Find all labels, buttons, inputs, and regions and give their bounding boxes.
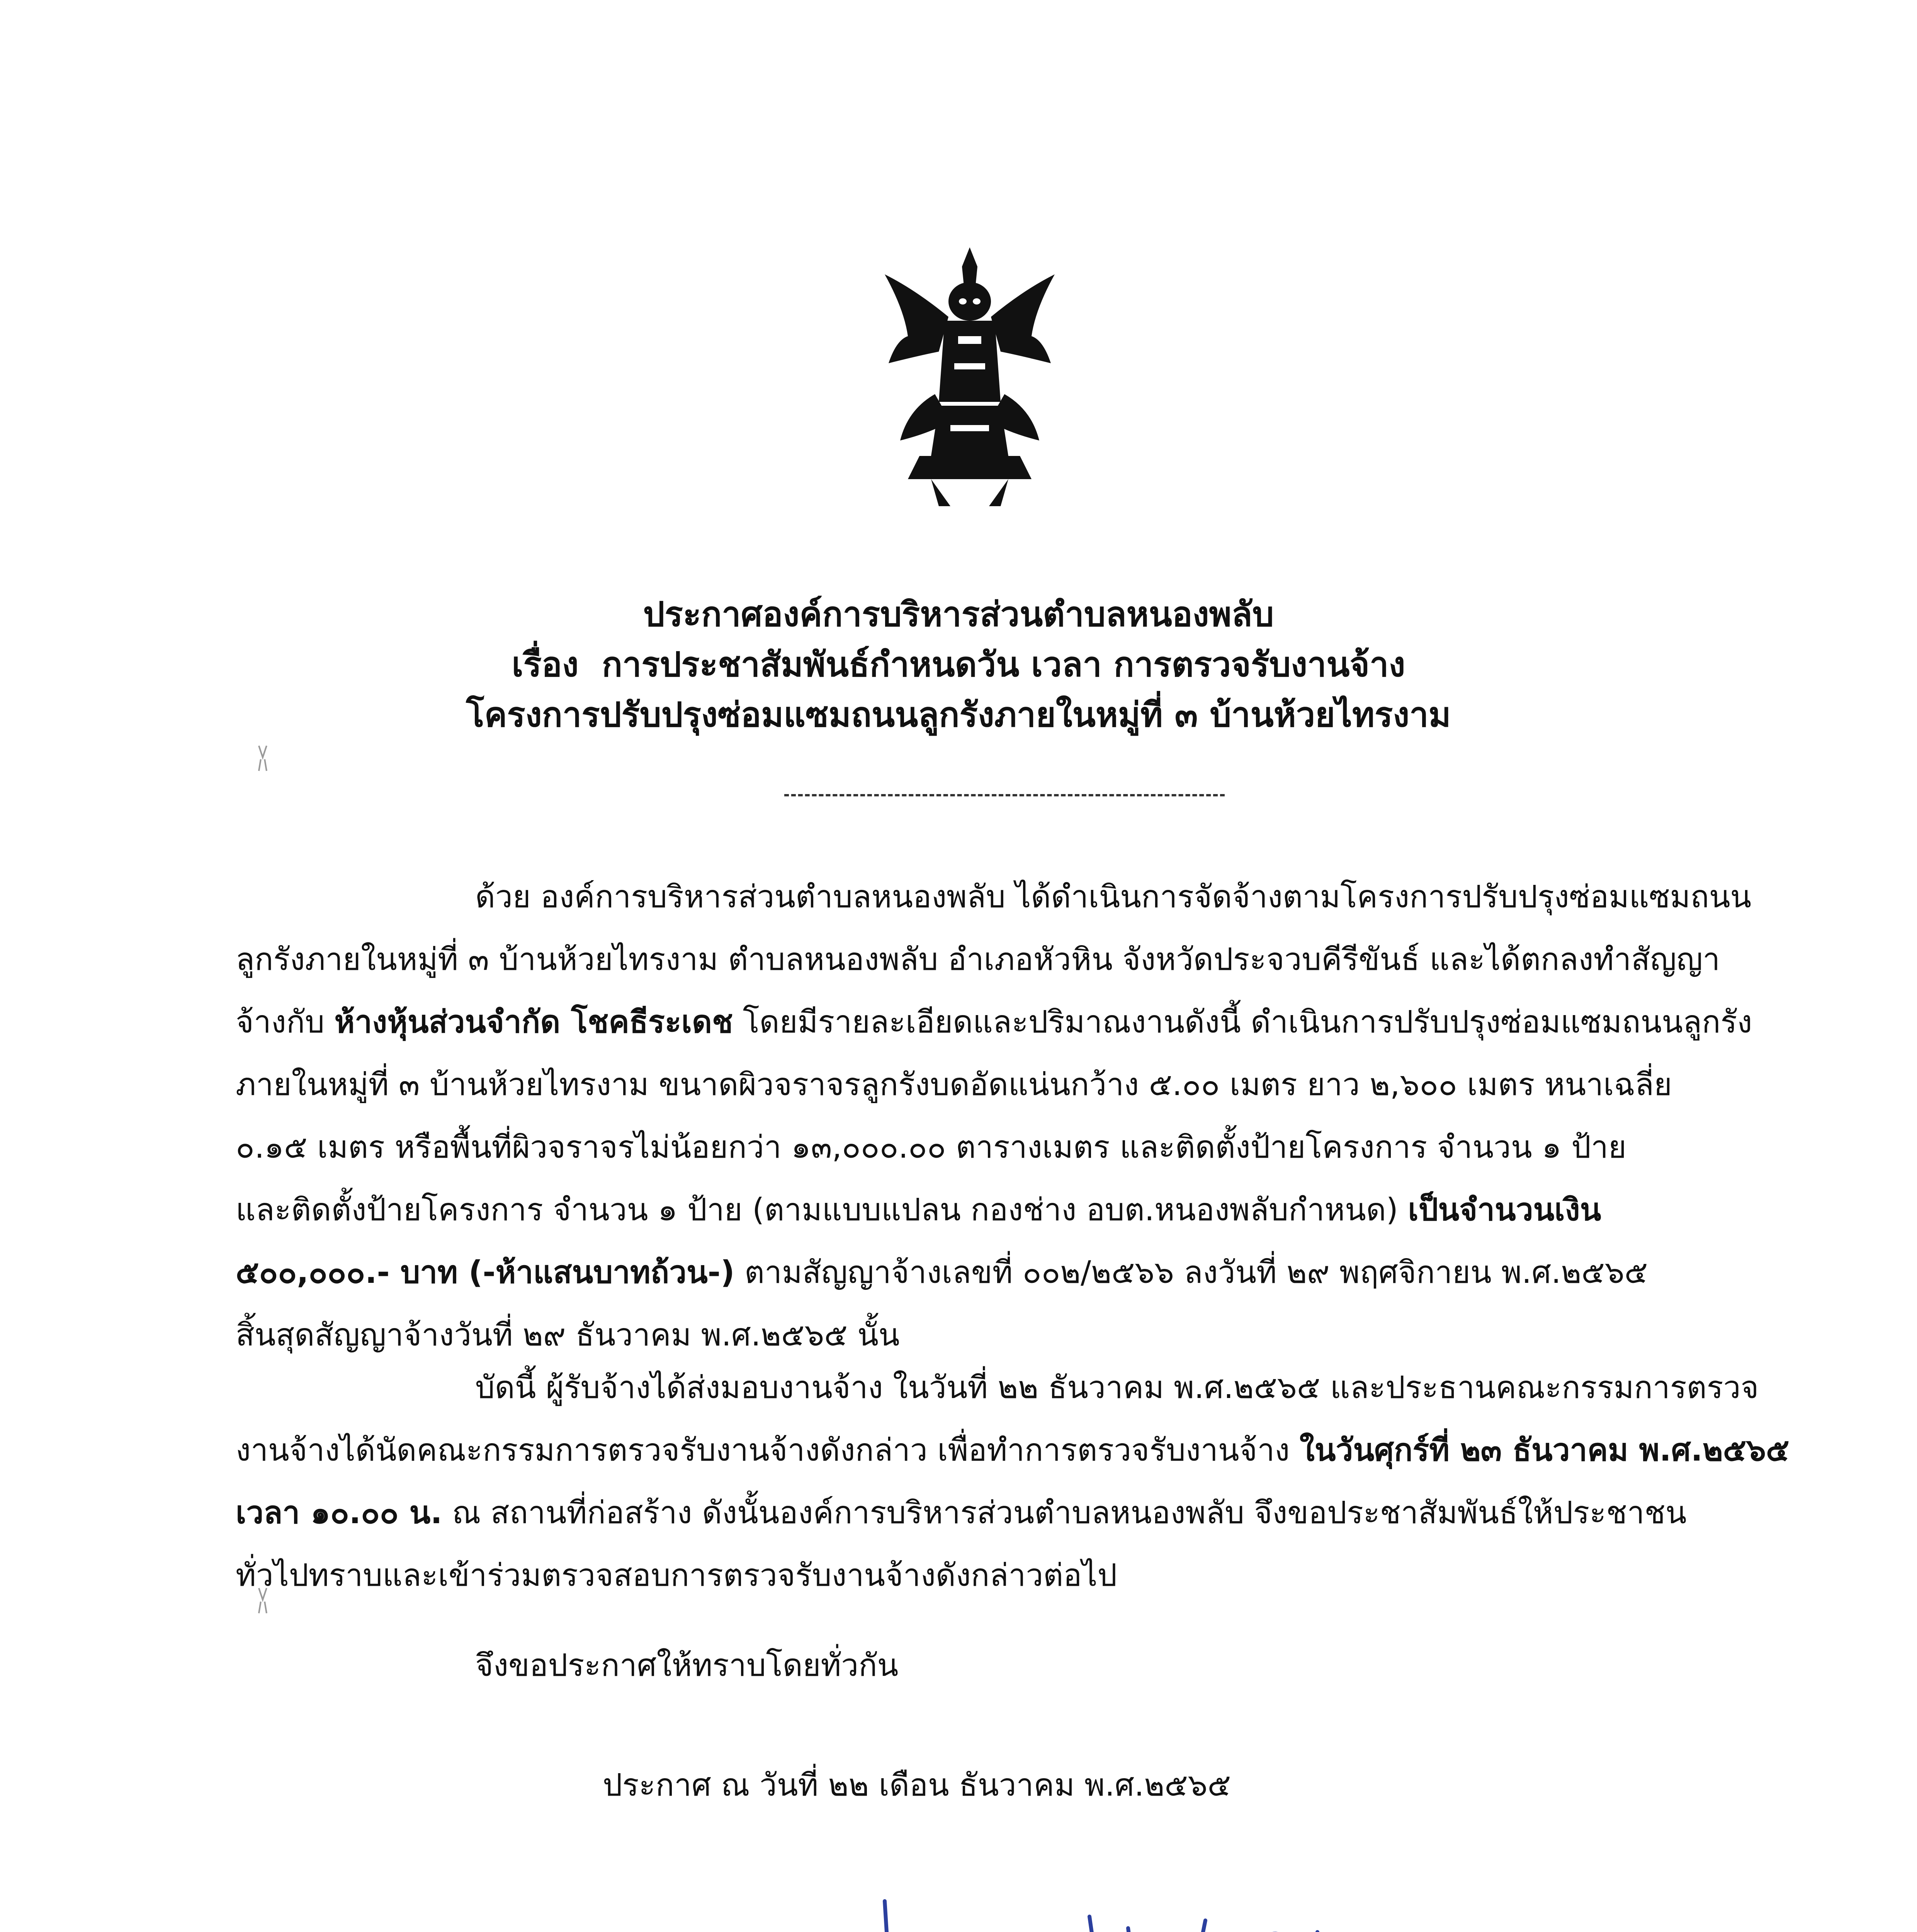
subject-text: การประชาสัมพันธ์กำหนดวัน เวลา การตรวจรับงานจ้าง — [602, 645, 1405, 684]
paragraph-line — [236, 1241, 1781, 1304]
paragraph-line: ๐.๑๕ เมตร หรือพื้นที่ผิวจราจรไม่น้อยกว่า ๑๓,๐๐๐.๐๐ ตารางเมตร และติดตั้งป้ายโครงการ จำนวน ๑ ป้าย — [236, 1129, 1626, 1165]
line-text: โดยมีรายละเอียดและปริมาณงานดังนี้ ดำเนินการปรับปรุงซ่อมแซมถนนลูกรัง — [733, 1004, 1752, 1040]
paragraph-project-details — [236, 866, 1781, 1366]
inspection-time: เวลา ๑๐.๐๐ น. — [236, 1495, 442, 1531]
paragraph-line: บัดนี้ ผู้รับจ้างได้ส่งมอบงานจ้าง ในวันที่ ๒๒ ธันวาคม พ.ศ.๒๕๖๕ และประธานคณะกรรมการตรวจ — [475, 1369, 1759, 1405]
paragraph-line: ภายในหมู่ที่ ๓ บ้านห้วยไทรงาม ขนาดผิวจราจรลูกรังบดอัดแน่นกว้าง ๕.๐๐ เมตร ยาว ๒,๖๐๐ เมตร หนาเฉลี่ย — [236, 1066, 1672, 1102]
announcement-title: ประกาศองค์การบริหารส่วนตำบลหนองพลับ — [643, 594, 1274, 634]
paragraph-line — [236, 1481, 1781, 1544]
amount-value: ๕๐๐,๐๐๐.- บาท (-ห้าแสนบาทถ้วน-) — [236, 1254, 735, 1290]
paragraph-line: ด้วย องค์การบริหารส่วนตำบลหนองพลับ ได้ดำเนินการจัดจ้างตามโครงการปรับปรุงซ่อมแซมถนน — [475, 879, 1752, 915]
announcement-date: ประกาศ ณ วันที่ ๒๒ เดือน ธันวาคม พ.ศ.๒๕๖๕ — [603, 1767, 1231, 1803]
line-text: จ้างกับ — [236, 1004, 335, 1040]
subject-prefix: เรื่อง — [512, 645, 579, 684]
announcement-subject — [0, 641, 1917, 688]
paragraph-line — [236, 1419, 1790, 1481]
project-title: โครงการปรับปรุงซ่อมแซมถนนลูกรังภายในหมู่ที่ ๓ บ้านห้วยไทรงาม — [466, 695, 1451, 735]
paragraph-line — [236, 991, 1781, 1053]
closing-statement: จึงขอประกาศให้ทราบโดยทั่วกัน — [475, 1647, 899, 1683]
line-text: ตามสัญญาจ้างเลขที่ ๐๐๒/๒๕๖๖ ลงวันที่ ๒๙ พฤศจิกายน พ.ศ.๒๕๖๕ — [734, 1254, 1648, 1290]
separator-line — [784, 794, 1225, 796]
garuda-emblem-icon — [862, 240, 1078, 510]
amount-label: เป็นจำนวนเงิน — [1408, 1192, 1601, 1228]
inspection-date: ในวันศุกร์ที่ ๒๓ ธันวาคม พ.ศ.๒๕๖๕ — [1299, 1432, 1790, 1468]
signature-icon — [850, 1886, 1406, 1932]
paragraph-inspection-schedule — [236, 1356, 1790, 1607]
scan-mark-icon — [251, 1584, 274, 1615]
paragraph-line: ทั่วไปทราบและเข้าร่วมตรวจสอบการตรวจรับงานจ้างดังกล่าวต่อไป — [236, 1557, 1117, 1593]
contractor-name: ห้างหุ้นส่วนจำกัด โชคธีระเดช — [334, 1004, 733, 1040]
line-text: และติดตั้งป้ายโครงการ จำนวน ๑ ป้าย (ตามแบบแปลน กองช่าง อบต.หนองพลับกำหนด) — [236, 1192, 1408, 1228]
line-text: ณ สถานที่ก่อสร้าง ดังนั้นองค์การบริหารส่วนตำบลหนองพลับ จึงขอประชาสัมพันธ์ให้ประชาชน — [442, 1495, 1687, 1531]
paragraph-line: สิ้นสุดสัญญาจ้างวันที่ ๒๙ ธันวาคม พ.ศ.๒๕๖๕ นั้น — [236, 1317, 900, 1353]
paragraph-line — [236, 1179, 1781, 1241]
scan-mark-icon — [251, 742, 274, 773]
line-text: งานจ้างได้นัดคณะกรรมการตรวจรับงานจ้างดังกล่าว เพื่อทำการตรวจรับงานจ้าง — [236, 1432, 1300, 1468]
paragraph-line: ลูกรังภายในหมู่ที่ ๓ บ้านห้วยไทรงาม ตำบลหนองพลับ อำเภอหัวหิน จังหวัดประจวบคีรีขันธ์ และได้ตกลงทำสัญญา — [236, 941, 1720, 977]
